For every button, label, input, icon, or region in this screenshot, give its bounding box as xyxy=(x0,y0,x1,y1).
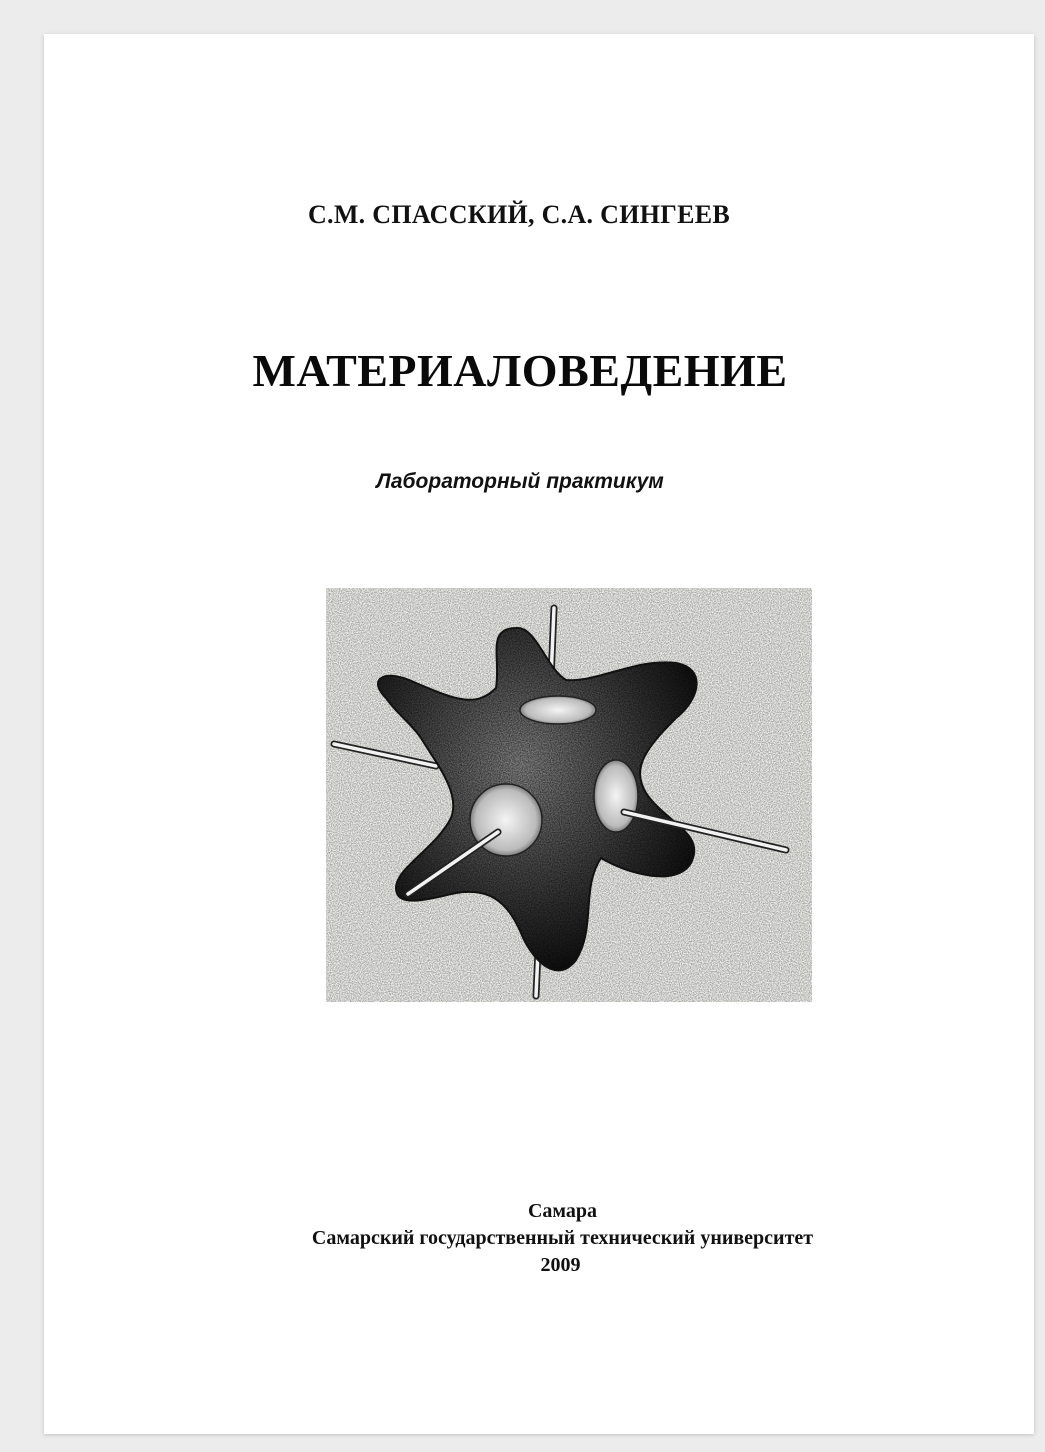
document-subtitle: Лабораторный практикум xyxy=(376,470,664,493)
imprint xyxy=(0,1198,1045,1279)
authors: С.М. СПАССКИЙ, С.А. СИНГЕЕВ xyxy=(307,200,731,229)
document-title: МАТЕРИАЛОВЕДЕНИЕ xyxy=(252,345,788,396)
publisher: Самарский государственный технический университет xyxy=(311,1227,814,1249)
publication-city: Самара xyxy=(527,1200,598,1222)
publication-year: 2009 xyxy=(540,1254,581,1276)
crystal-lattice-illustration-icon xyxy=(326,588,812,1002)
